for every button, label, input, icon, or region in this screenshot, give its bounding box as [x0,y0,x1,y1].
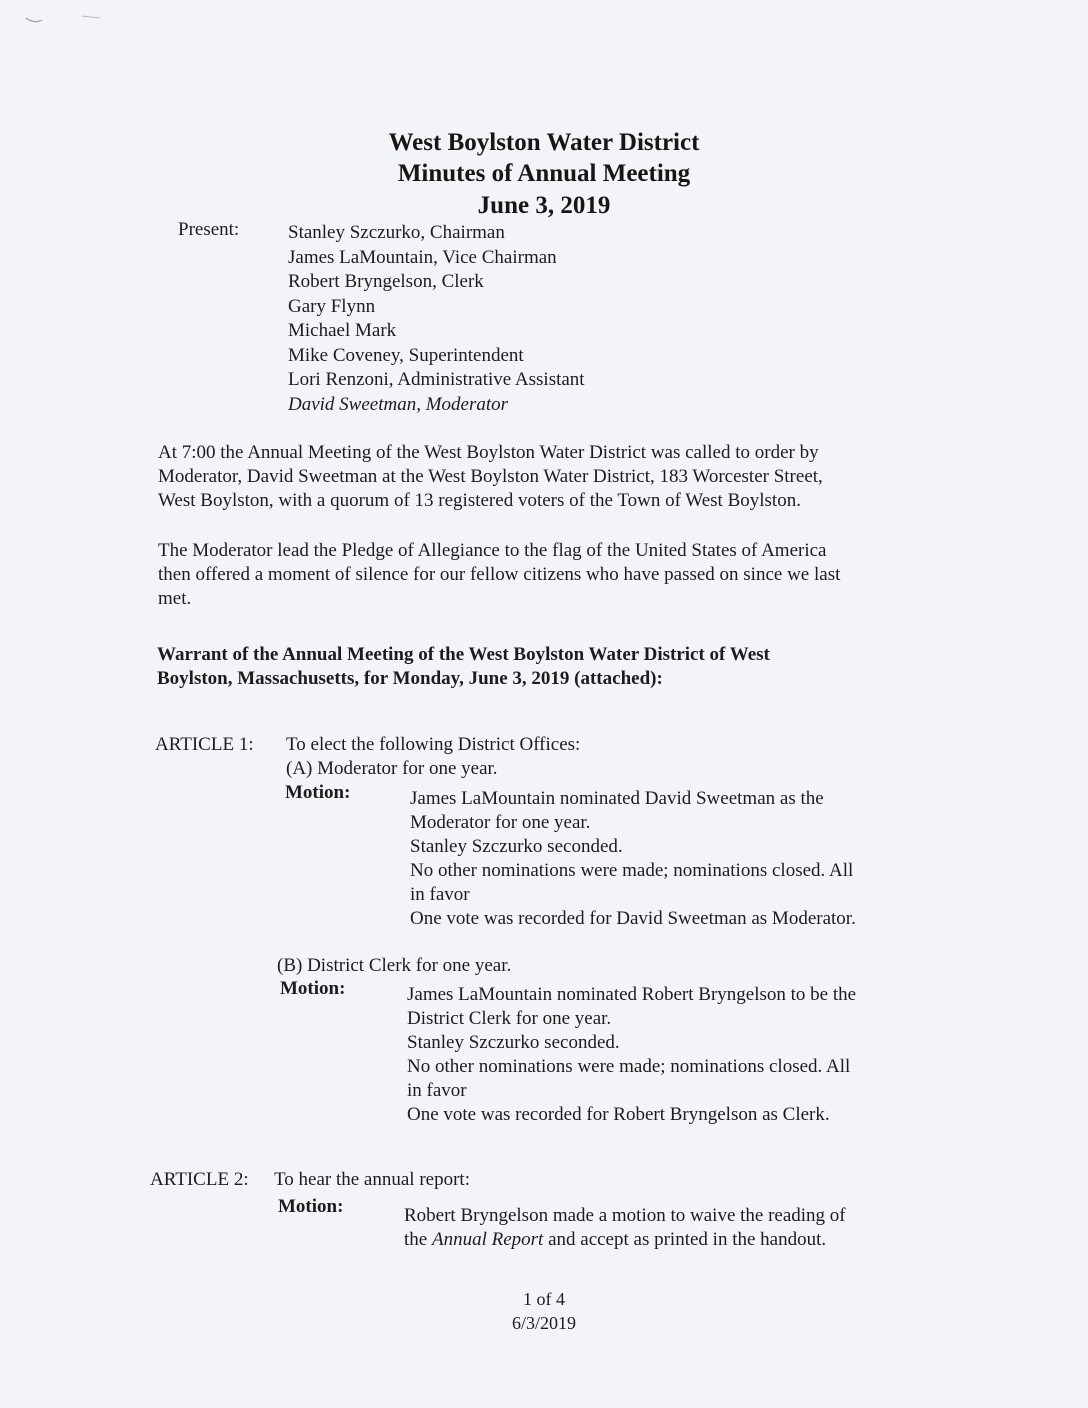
attendee-list [288,221,585,417]
motion-line: in favor [410,884,470,905]
article-2-label: ARTICLE 2: [150,1169,249,1190]
motion-text: and accept as printed in the handout. [543,1229,827,1250]
warrant-heading [157,643,770,691]
motion-line: Robert Bryngelson made a motion to waive the reading of [404,1205,846,1226]
present-label: Present: [178,219,240,240]
motion-label: Motion: [278,1196,344,1217]
article-1-sub-a: (A) Moderator for one year. [286,758,498,779]
motion-label: Motion: [280,978,346,999]
motion-b-body [407,983,856,1127]
call-to-order-paragraph [158,441,938,513]
motion-line [404,1228,846,1252]
article-2-text: To hear the annual report: [274,1169,470,1190]
paragraph-line: met. [158,588,192,609]
paragraph-line: At 7:00 the Annual Meeting of the West Boylston Water District was called to order by [158,442,819,463]
paragraph-line: Moderator, David Sweetman at the West Boylston Water District, 183 Worcester Street, [158,466,823,487]
motion-label: Motion: [285,782,351,803]
document-subtitle: Minutes of Annual Meeting [397,160,691,187]
document-title: West Boylston Water District [388,129,700,156]
motion-line: Stanley Szczurko seconded. [410,836,623,857]
attendee: Lori Renzoni, Administrative Assistant [288,369,585,390]
attendee: Michael Mark [288,320,397,341]
attendee: David Sweetman, Moderator [288,393,509,415]
article-1-text: To elect the following District Offices: [286,734,581,755]
annual-report-title: Annual Report [431,1229,544,1250]
motion-line: No other nominations were made; nominations closed. All [407,1056,851,1077]
motion-line: One vote was recorded for David Sweetman as Moderator. [410,908,856,929]
meeting-date: June 3, 2019 [477,192,611,219]
motion-text: the [404,1229,432,1250]
paragraph-line: West Boylston, with a quorum of 13 registered voters of the Town of West Boylston. [158,490,801,511]
motion-line: in favor [407,1080,467,1101]
attendee: Gary Flynn [288,295,376,317]
attendee: Robert Bryngelson, Clerk [288,271,484,292]
motion-c-body [404,1204,846,1252]
attendee: Stanley Szczurko, Chairman [288,222,505,243]
motion-a-body [410,787,856,931]
motion-line: One vote was recorded for Robert Bryngelson as Clerk. [407,1104,830,1125]
attendee: James LaMountain, Vice Chairman [288,246,557,268]
motion-line: James LaMountain nominated Robert Bryngelson to be the [407,984,857,1005]
motion-line: Stanley Szczurko seconded. [407,1032,620,1053]
motion-line: Moderator for one year. [410,812,591,833]
attendee: Mike Coveney, Superintendent [288,344,524,366]
scan-mark [24,12,104,26]
page-number: 1 of 4 [523,1289,565,1309]
warrant-line: Warrant of the Annual Meeting of the West Boylston Water District of West [157,644,770,665]
pledge-paragraph [158,539,938,611]
footer-date: 6/3/2019 [511,1313,576,1333]
warrant-line: Boylston, Massachusetts, for Monday, June 3, 2019 (attached): [157,668,663,689]
motion-line: District Clerk for one year. [407,1008,612,1029]
article-1-label: ARTICLE 1: [155,734,254,755]
paragraph-line: then offered a moment of silence for our fellow citizens who have passed on since we last [158,564,841,585]
paragraph-line: The Moderator lead the Pledge of Allegiance to the flag of the United States of America [158,540,827,561]
article-1-sub-b: (B) District Clerk for one year. [277,955,512,976]
motion-line: James LaMountain nominated David Sweetman as the [410,788,824,809]
motion-line: No other nominations were made; nominations closed. All [410,860,854,881]
